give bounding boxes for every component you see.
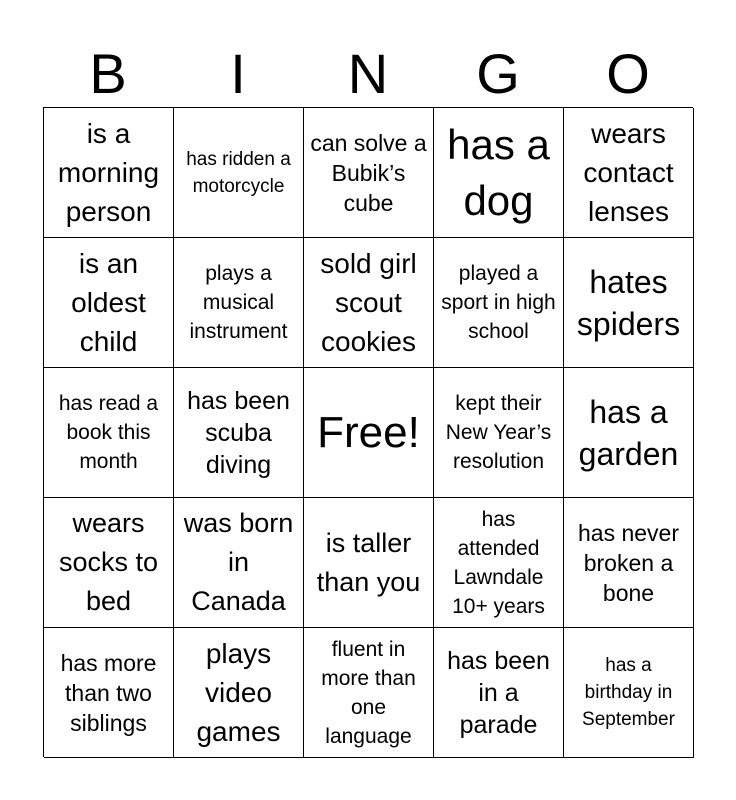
header-letter-n: N — [347, 42, 389, 105]
bingo-cell[interactable] — [564, 498, 694, 628]
bingo-cell[interactable] — [174, 238, 304, 368]
bingo-cell[interactable] — [174, 108, 304, 238]
bingo-cell-text: has a garden — [578, 393, 679, 472]
bingo-cell-text: wears contact lenses — [583, 118, 674, 227]
bingo-cell-text: can solve a Bubik’s cube — [310, 129, 427, 216]
bingo-cell[interactable] — [434, 108, 564, 238]
bingo-cell-text: has ridden a motorcycle — [186, 148, 291, 197]
bingo-cell-text: has attended Lawndale 10+ years — [452, 507, 545, 618]
header-letter-i: I — [230, 42, 246, 105]
header-letter-g: G — [476, 42, 520, 105]
bingo-cell[interactable] — [304, 498, 434, 628]
bingo-cell[interactable] — [44, 628, 174, 758]
bingo-cell[interactable] — [44, 498, 174, 628]
bingo-cell-text: sold girl scout cookies — [320, 248, 417, 357]
bingo-cell[interactable] — [564, 238, 694, 368]
bingo-cell[interactable] — [564, 368, 694, 498]
bingo-cell[interactable] — [174, 368, 304, 498]
bingo-cell[interactable] — [564, 628, 694, 758]
bingo-cell-text: plays video games — [196, 638, 281, 747]
bingo-cell-text: kept their New Year’s resolution — [445, 392, 552, 473]
bingo-cell[interactable] — [434, 628, 564, 758]
bingo-cell-text: was born in Canada — [183, 508, 294, 616]
bingo-cell-text: has been in a parade — [447, 646, 550, 739]
bingo-cell-text: has more than two siblings — [60, 649, 157, 736]
bingo-cell[interactable] — [174, 498, 304, 628]
free-space[interactable] — [304, 368, 434, 498]
bingo-cell[interactable] — [564, 108, 694, 238]
bingo-cell-text: is a morning person — [57, 118, 160, 227]
bingo-cell-text: has a birthday in September — [582, 655, 675, 730]
bingo-cell-text: has never broken a bone — [577, 519, 679, 606]
bingo-cell[interactable] — [434, 368, 564, 498]
bingo-cell-text: has been scuba diving — [187, 386, 290, 479]
bingo-cell[interactable] — [304, 238, 434, 368]
bingo-cell[interactable] — [434, 238, 564, 368]
bingo-cell[interactable] — [434, 498, 564, 628]
free-space-text: Free! — [317, 407, 420, 457]
bingo-cell[interactable] — [44, 108, 174, 238]
bingo-board — [43, 107, 693, 757]
bingo-cell-text: plays a musical instrument — [189, 262, 288, 343]
bingo-cell[interactable] — [44, 368, 174, 498]
bingo-cell-text: played a sport in high school — [441, 262, 556, 343]
bingo-cell[interactable] — [44, 238, 174, 368]
bingo-cell-text: wears socks to bed — [58, 508, 159, 616]
bingo-cell[interactable] — [304, 628, 434, 758]
bingo-cell-text: is an oldest child — [71, 248, 146, 357]
bingo-cell-text: is taller than you — [316, 527, 421, 597]
header-letter-o: O — [606, 42, 650, 105]
bingo-header — [43, 40, 693, 108]
bingo-cell-text: has read a book this month — [58, 392, 159, 473]
bingo-cell-text: fluent in more than one language — [321, 637, 416, 748]
header-letter-b: B — [89, 42, 127, 105]
bingo-cell[interactable] — [304, 108, 434, 238]
bingo-cell[interactable] — [174, 628, 304, 758]
bingo-cell-text: hates spiders — [576, 263, 681, 342]
bingo-cell-text: has a dog — [447, 120, 550, 224]
